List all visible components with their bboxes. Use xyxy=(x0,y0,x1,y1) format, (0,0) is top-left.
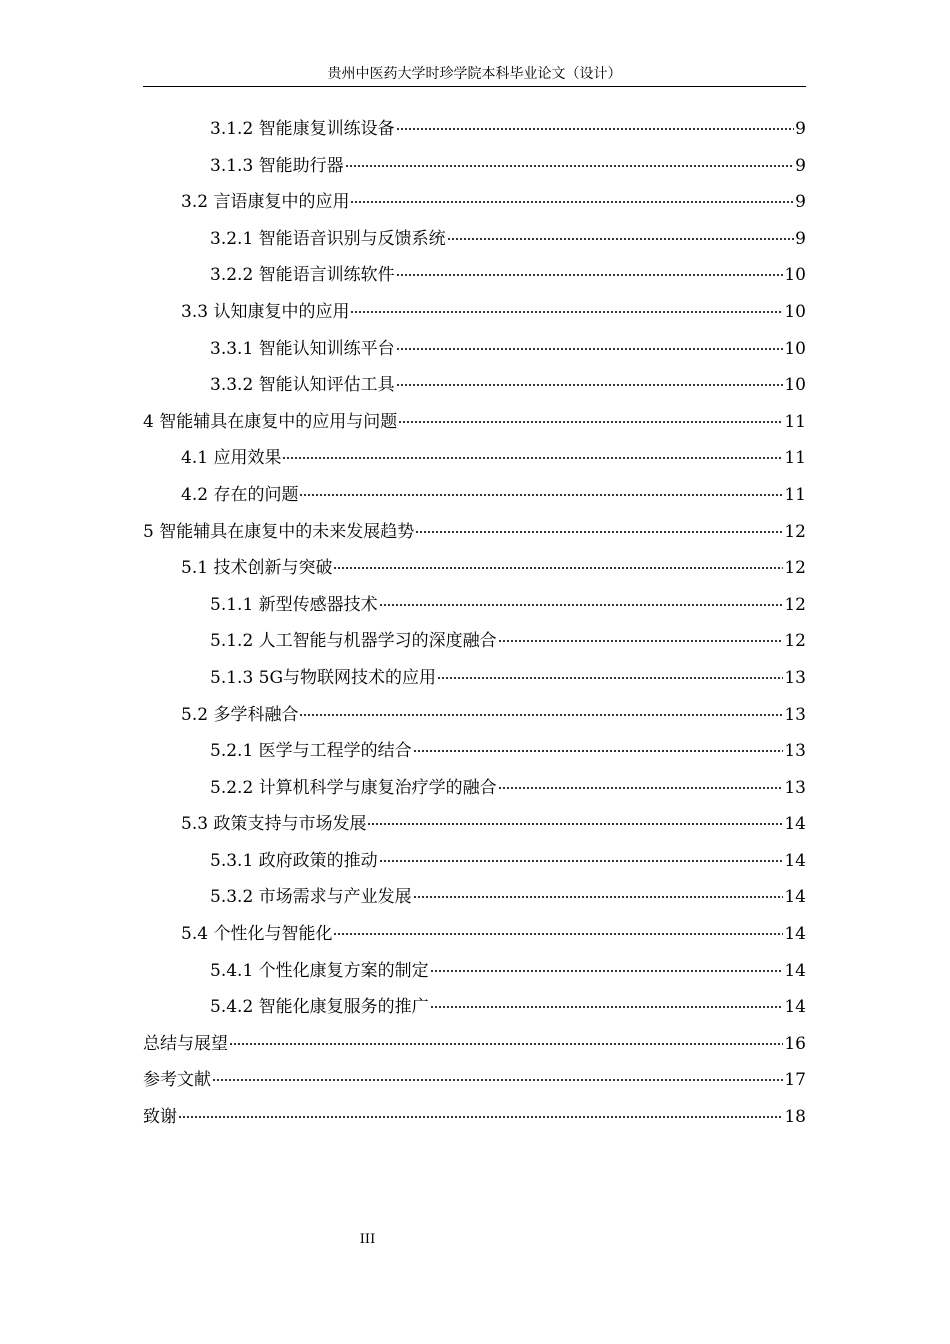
toc-entry[interactable] xyxy=(143,733,806,770)
toc-entry-page: 14 xyxy=(784,960,806,981)
toc-dot-leader xyxy=(333,567,783,569)
toc-dot-leader xyxy=(498,640,784,642)
toc-entry-page: 13 xyxy=(784,777,806,798)
toc-entry[interactable] xyxy=(143,916,806,953)
toc-entry[interactable] xyxy=(143,697,806,734)
toc-entry[interactable] xyxy=(143,1062,806,1099)
toc-entry[interactable] xyxy=(143,770,806,807)
toc-entry-page: 12 xyxy=(784,521,806,542)
toc-entry-page: 14 xyxy=(784,997,806,1018)
toc-dot-leader xyxy=(413,750,784,752)
toc-dot-leader xyxy=(212,1079,783,1081)
toc-dot-leader xyxy=(415,531,783,533)
toc-entry-title: 3.1.3 智能助行器 xyxy=(210,155,344,176)
toc-entry[interactable] xyxy=(143,257,806,294)
toc-entry[interactable] xyxy=(143,879,806,916)
toc-entry[interactable] xyxy=(143,1099,806,1136)
toc-entry-title: 5.4 个性化与智能化 xyxy=(181,924,333,945)
toc-entry-title: 5.2 多学科融合 xyxy=(181,704,299,725)
toc-entry[interactable] xyxy=(143,806,806,843)
toc-entry-page: 18 xyxy=(784,1107,806,1128)
header-title: 贵州中医药大学时珍学院本科毕业论文（设计） xyxy=(327,66,622,82)
toc-entry-title: 参考文献 xyxy=(143,1070,211,1091)
toc-entry-title: 3.3.1 智能认知训练平台 xyxy=(210,338,395,359)
toc-entry-title: 3.2 言语康复中的应用 xyxy=(181,192,350,213)
toc-dot-leader xyxy=(350,201,794,203)
toc-entry-title: 5.3.2 市场需求与产业发展 xyxy=(210,887,412,908)
toc-entry[interactable] xyxy=(143,660,806,697)
toc-dot-leader xyxy=(229,1043,783,1045)
toc-entry[interactable] xyxy=(143,843,806,880)
toc-entry-title: 3.3 认知康复中的应用 xyxy=(181,301,350,322)
toc-entry-page: 11 xyxy=(784,411,806,432)
toc-entry[interactable] xyxy=(143,477,806,514)
toc-entry-page: 10 xyxy=(784,301,806,322)
toc-dot-leader xyxy=(299,494,783,496)
toc-dot-leader xyxy=(299,714,783,716)
toc-dot-leader xyxy=(379,604,784,606)
toc-entry-title: 5.1.2 人工智能与机器学习的深度融合 xyxy=(210,631,497,652)
table-of-contents xyxy=(143,111,806,1136)
toc-entry-page: 12 xyxy=(784,594,806,615)
toc-entry-page: 11 xyxy=(784,448,806,469)
toc-entry-title: 5 智能辅具在康复中的未来发展趋势 xyxy=(143,521,415,542)
toc-dot-leader xyxy=(396,274,784,276)
toc-dot-leader xyxy=(430,970,784,972)
toc-entry[interactable] xyxy=(143,367,806,404)
toc-entry-title: 3.2.2 智能语言训练软件 xyxy=(210,265,395,286)
toc-dot-leader xyxy=(396,128,795,130)
toc-entry-page: 9 xyxy=(795,192,806,213)
toc-entry-title: 致谢 xyxy=(143,1107,177,1128)
toc-entry-title: 5.4.1 个性化康复方案的制定 xyxy=(210,960,429,981)
toc-entry-title: 5.1.3 5G与物联网技术的应用 xyxy=(210,667,437,688)
toc-entry[interactable] xyxy=(143,440,806,477)
toc-dot-leader xyxy=(282,457,783,459)
toc-entry[interactable] xyxy=(143,550,806,587)
toc-entry-page: 13 xyxy=(784,741,806,762)
toc-dot-leader xyxy=(396,348,784,350)
toc-entry[interactable] xyxy=(143,294,806,331)
toc-entry-page: 12 xyxy=(784,631,806,652)
toc-entry[interactable] xyxy=(143,514,806,551)
toc-entry-page: 11 xyxy=(784,484,806,505)
toc-entry[interactable] xyxy=(143,1026,806,1063)
toc-entry[interactable] xyxy=(143,148,806,185)
toc-entry-title: 3.2.1 智能语音识别与反馈系统 xyxy=(210,228,446,249)
toc-entry[interactable] xyxy=(143,953,806,990)
toc-entry-page: 14 xyxy=(784,850,806,871)
toc-entry[interactable] xyxy=(143,989,806,1026)
toc-entry-title: 5.1.1 新型传感器技术 xyxy=(210,594,378,615)
toc-entry[interactable] xyxy=(143,623,806,660)
toc-entry-page: 17 xyxy=(784,1070,806,1091)
toc-entry-title: 5.3.1 政府政策的推动 xyxy=(210,850,378,871)
toc-dot-leader xyxy=(345,165,795,167)
toc-entry-page: 16 xyxy=(784,1033,806,1054)
toc-entry-title: 5.2.2 计算机科学与康复治疗学的融合 xyxy=(210,777,497,798)
toc-entry[interactable] xyxy=(143,331,806,368)
toc-dot-leader xyxy=(437,677,783,679)
toc-entry-title: 4 智能辅具在康复中的应用与问题 xyxy=(143,411,398,432)
toc-entry-page: 9 xyxy=(795,155,806,176)
toc-entry-page: 10 xyxy=(784,338,806,359)
toc-entry-title: 4.2 存在的问题 xyxy=(181,484,299,505)
toc-entry-title: 总结与展望 xyxy=(143,1033,228,1054)
toc-entry-title: 3.1.2 智能康复训练设备 xyxy=(210,119,395,139)
toc-entry-page: 14 xyxy=(784,924,806,945)
toc-entry-page: 12 xyxy=(784,558,806,579)
toc-entry-page: 14 xyxy=(784,887,806,908)
toc-entry-page: 10 xyxy=(784,265,806,286)
toc-entry[interactable] xyxy=(143,404,806,441)
toc-entry-page: 13 xyxy=(784,667,806,688)
toc-dot-leader xyxy=(178,1116,783,1118)
toc-entry[interactable] xyxy=(143,587,806,624)
toc-dot-leader xyxy=(398,421,783,423)
toc-entry-title: 5.1 技术创新与突破 xyxy=(181,558,333,579)
toc-entry-page: 9 xyxy=(795,119,806,139)
toc-entry-page: 10 xyxy=(784,375,806,396)
toc-dot-leader xyxy=(379,860,784,862)
toc-dot-leader xyxy=(367,823,783,825)
toc-dot-leader xyxy=(333,933,783,935)
toc-entry[interactable] xyxy=(143,221,806,258)
toc-entry-page: 13 xyxy=(784,704,806,725)
toc-entry-title: 5.4.2 智能化康复服务的推广 xyxy=(210,997,429,1018)
toc-dot-leader xyxy=(430,1006,784,1008)
toc-entry[interactable] xyxy=(143,111,806,148)
page-header xyxy=(143,64,806,87)
toc-entry-title: 5.3 政策支持与市场发展 xyxy=(181,814,367,835)
page-number: III xyxy=(359,1232,376,1247)
toc-entry-page: 9 xyxy=(795,228,806,249)
toc-entry-title: 5.2.1 医学与工程学的结合 xyxy=(210,741,412,762)
toc-dot-leader xyxy=(447,238,795,240)
toc-dot-leader xyxy=(350,311,783,313)
toc-dot-leader xyxy=(396,384,784,386)
toc-entry[interactable] xyxy=(143,184,806,221)
toc-entry-page: 14 xyxy=(784,814,806,835)
toc-entry-title: 4.1 应用效果 xyxy=(181,448,282,469)
toc-dot-leader xyxy=(413,896,784,898)
toc-entry-title: 3.3.2 智能认知评估工具 xyxy=(210,375,395,396)
toc-dot-leader xyxy=(498,787,784,789)
